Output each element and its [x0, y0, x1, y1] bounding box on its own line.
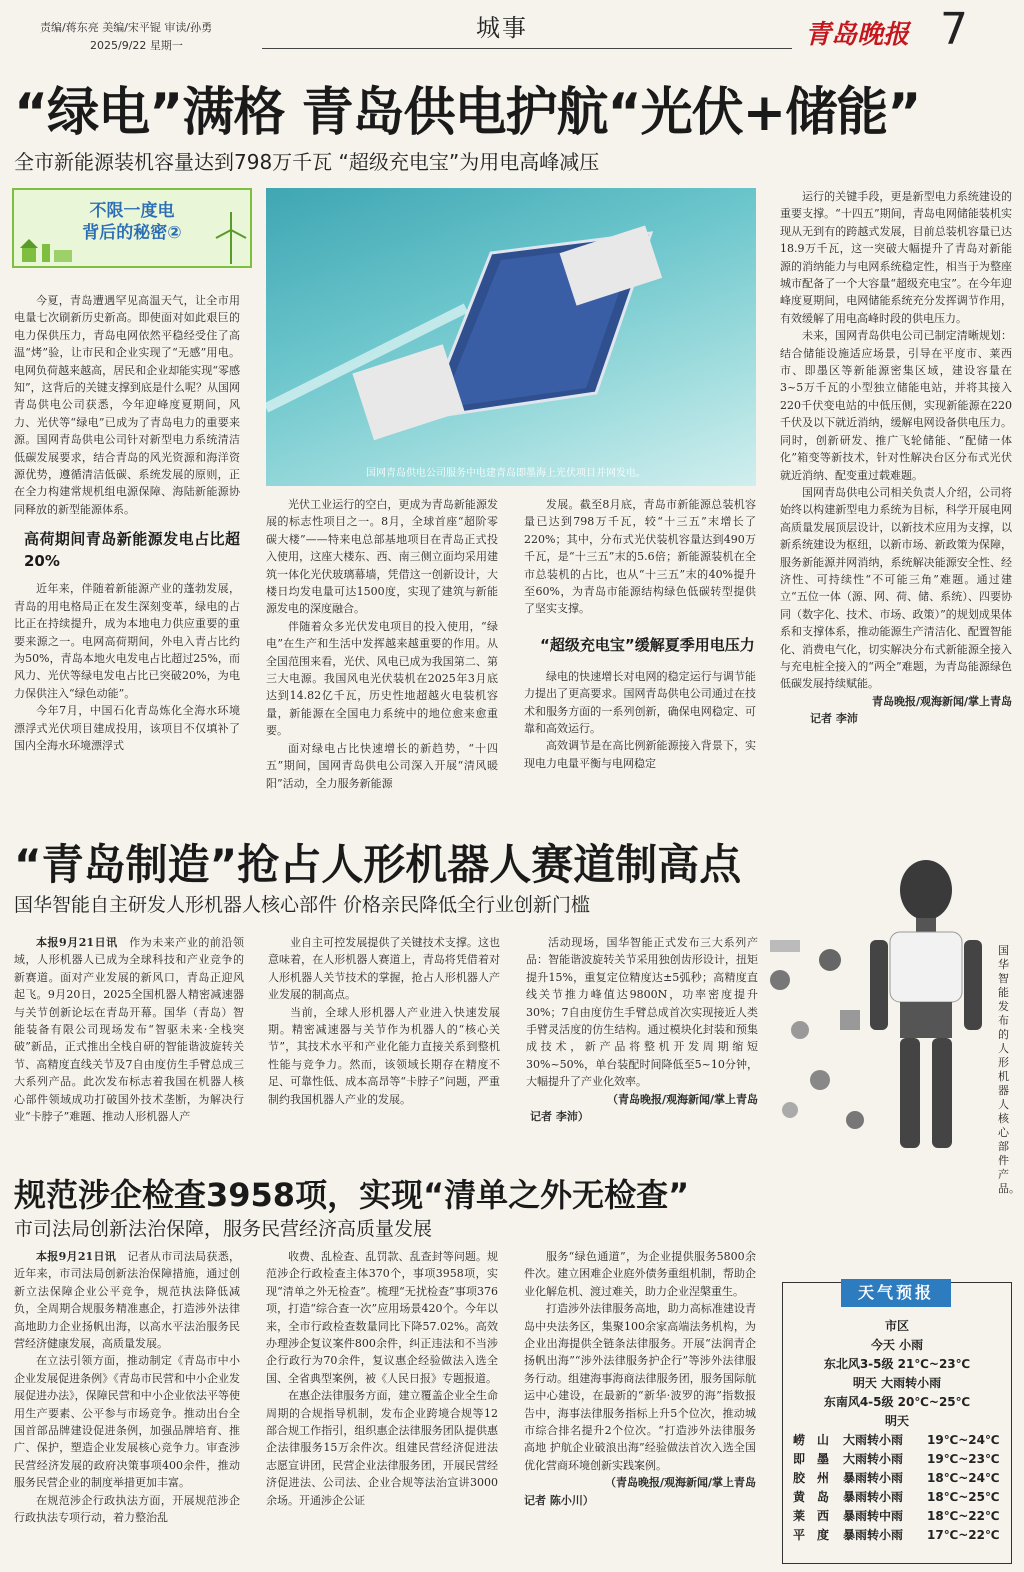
- badge-line-2: 背后的秘密②: [82, 223, 182, 243]
- district-condition: 大雨转小雨: [843, 1433, 904, 1447]
- story1-col1-paragraph-2: 近年来，伴随着新能源产业的蓬勃发展，青岛的用电格局正在发生深刻变革，绿电的占比正在持续提升，成为本地电力供应重要的重要来源之一。电网高荷期间，外电入青占比约为50%，青岛本地火电发电占比超过25%，而风力、光伏等绿电发电占比已突破20%，为电力保供注入“绿色动能”。: [14, 582, 240, 700]
- story1-reporter: 记者 李沛: [810, 712, 858, 726]
- story1-col3-paragraph-3: 高效调节是在高比例新能源接入背景下，实现电力电量平衡与电网稳定: [524, 739, 756, 770]
- story2-headline: “青岛制造”抢占人形机器人赛道制高点: [14, 840, 742, 889]
- district-name: 即 墨: [793, 1452, 830, 1466]
- district-name: 黄 岛: [793, 1490, 830, 1504]
- district-temp: 18℃~25℃: [927, 1490, 1000, 1504]
- district-condition: 暴雨转中雨: [843, 1509, 904, 1523]
- weather-tomorrow-wind: 东南风4-5级 20℃~25℃: [823, 1395, 971, 1409]
- section-title: 城事: [476, 14, 528, 42]
- weather-district-row: [783, 1469, 1011, 1488]
- weather-box: [782, 1282, 1012, 1564]
- story1-col3-paragraph-1: 发展。截至8月底，青岛市新能源总装机容量已达到798万千瓦，较“十三五”末增长了220%；其中，分布式光伏装机容量达到490万千瓦，是“十三五”末的5.6倍；新能源装机在全市总装机的占比，也从“十三五”末的40%提升至60%，为青岛市能源结构绿色低碳转型提供了坚实支撑。: [524, 498, 756, 616]
- story3-col2-paragraph-1: 收费、乱检查、乱罚款、乱查封等问题。规范涉企行政检查主体370个，事项3958项，实现“清单之外无检查”。梳理“无扰检查”事项376项，打造“综合查一次”应用场景420个。今年以来，全市行政检查数量同比下降57.02%。高效办理涉企复议案件800余件，纠正违法和不当涉企行政行为70余件，复议惠企经验做法入选全国、全省典型案例，被《人民日报》专题报道。: [266, 1250, 498, 1385]
- header-rule: [262, 48, 792, 49]
- story1-col2-paragraph-2: 伴随着众多光伏发电项目的投入使用，“绿电”在生产和生活中发挥越来越重要的作用。从全国范围来看，光伏、风电已成为我国第二、第三大电源。我国风电光伏装机在2025年3月底达到14.82亿千瓦，历史性地超越火电装机容量，新能源在全国电力系统中的地位愈来愈重要。: [266, 619, 498, 738]
- district-condition: 暴雨转小雨: [843, 1490, 904, 1504]
- story1-column-3: [524, 496, 756, 820]
- series-badge: [12, 188, 252, 268]
- story1-col2-paragraph-1: 光伏工业运行的空白，更成为青岛新能源发展的标志性项目之一。8月，全球首座“超阶零碳大楼”——特来电总部基地项目在青岛正式投入使用，这座大楼东、西、南三侧立面均采用建筑一体化光伏玻璃幕墙，凭借这一创新设计，大楼日均发电量可达1500度，实现了建筑与新能源发电的深度融合。: [266, 498, 498, 616]
- weather-today-wind: 东北风3-5级 21℃~23℃: [823, 1357, 971, 1371]
- robot-caption: 国华智能发布的人形机器人核心部件产品。: [998, 944, 1020, 1195]
- district-name: 平 度: [793, 1528, 830, 1542]
- weather-district-row: [783, 1507, 1011, 1526]
- weather-city-label: 市区: [884, 1319, 909, 1333]
- district-temp: 19℃~24℃: [927, 1433, 1000, 1447]
- district-condition: 暴雨转小雨: [843, 1471, 904, 1485]
- story1-column-2: [266, 496, 498, 820]
- weather-district-row: [783, 1488, 1011, 1507]
- story3-col1-paragraph-1: 记者从市司法局获悉，近年来，市司法局创新法治保障措施，通过创新立法保障企业公平竞争，规范执法降低减负，全周期合规服务精准惠企，打造涉外法律高地助力企业扬帆出海，以高水平法治服务民营经济健康发展，高质量发展。: [14, 1250, 240, 1351]
- district-temp: 19℃~23℃: [927, 1452, 1000, 1466]
- page-number: 7: [940, 4, 968, 55]
- story3-subhead: 市司法局创新法治保障，服务民营经济高质量发展: [14, 1218, 433, 1240]
- district-condition: 大雨转小雨: [843, 1452, 904, 1466]
- weather-district-row: [783, 1431, 1011, 1450]
- weather-district-row: [783, 1450, 1011, 1469]
- floating-solar-illustration: [266, 188, 756, 486]
- story2-column-2: [268, 934, 500, 1162]
- district-name: 崂 山: [793, 1433, 830, 1447]
- story1-col1-paragraph-1: 今夏，青岛遭遇罕见高温天气，让全市用电量七次刷新历史新高。即使面对如此艰巨的电力保供压力，青岛电网依然平稳经受住了高温“烤”验，让市民和企业实现了“无感”用电。电网负荷越来越高，居民和企业却能实现“零感知”，这背后的关键支撑到底是什么呢？从国网青岛供电公司获悉，今年迎峰度夏期间，风力、光伏等“绿电”已成为了青岛电力的重要来源。国网青岛供电公司针对新型电力系统清洁低碳发展要求，结合青岛的风光资源和海洋资源优势，遵循清洁低碳、系统发展的原则，正在全力构建常规机组电源保障、海陆新能源协同释放的新型能源体系。: [14, 294, 240, 516]
- story3-column-2: [266, 1248, 498, 1564]
- weather-district-row: [783, 1526, 1011, 1545]
- story1-col3-paragraph-2: 绿电的快速增长对电网的稳定运行与调节能力提出了更高要求。国网青岛供电公司通过在技术和服务方面的一系列创新，确保电网稳定、可靠和高效运行。: [524, 669, 756, 736]
- story3-headline: 规范涉企检查3958项，实现“清单之外无检查”: [14, 1176, 690, 1214]
- story1-column-4: [780, 188, 1012, 828]
- district-temp: 18℃~22℃: [927, 1509, 1000, 1523]
- story2-col2-paragraph-1: 业自主可控发展提供了关键技术支撑。这也意味着，在人形机器人赛道上，青岛将凭借着对人形机器人关节技术的掌握，抢占人形机器人产业发展的制高点。: [268, 936, 500, 1002]
- story3-col1-paragraph-3: 在规范涉企行政执法方面，开展规范涉企行政执法专项行动，着力整治乱: [14, 1493, 240, 1525]
- story2-dateline: 本报9月21日讯: [36, 936, 118, 949]
- badge-line-1: 不限一度电: [89, 201, 175, 221]
- story2-reporter: 记者 李沛）: [530, 1110, 589, 1124]
- story3-col3-paragraph-1: 服务“绿色通道”，为企业提供服务5800余件次。建立困难企业庭外债务重组机制，帮助企业化解危机、渡过难关，助力企业涅槃重生。: [524, 1250, 756, 1298]
- issue-date: 2025/9/22 星期一: [90, 39, 183, 52]
- newspaper-brand: 青岛晚报: [805, 20, 910, 50]
- story3-col2-paragraph-2: 在惠企法律服务方面，建立覆盖企业全生命周期的合规指导机制，发布企业跨境合规等12部合规工作指引，组织惠企法律服务团队提供惠企法律服务15万余件次。组建民营经济促进法志愿宣讲团，民营企业法律服务团，开展民营经济促进法、公司法、企业合规等法治宣讲3000余场。开通涉企公证: [266, 1389, 498, 1507]
- district-name: 莱 西: [793, 1509, 830, 1523]
- district-condition: 暴雨转小雨: [843, 1528, 904, 1542]
- weather-tomorrow-label: 明天: [884, 1414, 909, 1428]
- story2-subhead: 国华智能自主研发人形机器人核心部件 价格亲民降低全行业创新门槛: [14, 894, 591, 916]
- story2-column-1: [14, 934, 244, 1162]
- district-temp: 18℃~24℃: [927, 1471, 1000, 1485]
- weather-tomorrow: 明天 大雨转小雨: [852, 1376, 942, 1390]
- weather-title: 天气预报: [841, 1279, 951, 1307]
- story3-column-1: [14, 1248, 240, 1564]
- weather-today: 今天 小雨: [870, 1338, 924, 1352]
- story3-dateline: 本报9月21日讯: [36, 1250, 117, 1263]
- story3-col3-paragraph-2: 打造涉外法律服务高地，助力高标准建设青岛中央法务区，集聚100余家高端法务机构，为企业出海提供全链条法律服务。开展“法润青企 扬帆出海”“涉外法律服务护企行”等涉外法律服务行动。组建海事海商法律服务团，服务国际航运中心建设，在最新的“新华·波罗的海”指数报告中，海事法律服务指标上升5个位次，推动城市综合排名提升2个位次。“打造涉外法律服务高地 护航企业破浪出海”经验做法首次入选全国优化营商环境创新实践案例。: [524, 1302, 756, 1472]
- story1-col2-paragraph-3: 面对绿电占比快速增长的新趋势，“十四五”期间，国网青岛供电公司深入开展“清风暖阳”活动，全力服务新能源: [266, 741, 498, 790]
- story3-column-3: [524, 1248, 756, 1564]
- story2-col2-paragraph-2: 当前，全球人形机器人产业进入快速发展期。精密减速器与关节作为机器人的“核心关节”，其技术水平和产业化能力直接关系到整机性能与竞争力。然而，该领域长期存在精度不足、可靠性低、成本高昂等“卡脖子”问题，严重制约我国机器人产业的发展。: [268, 1005, 500, 1106]
- house-icon: [20, 236, 80, 264]
- story1-column-1: [14, 292, 240, 812]
- story3-reporter: 记者 陈小川）: [524, 1493, 594, 1507]
- story1-byline: 青岛晚报/观海新闻/掌上青岛: [871, 694, 1012, 708]
- story1-subtitle-1: 高荷期间青岛新能源发电占比超20%: [24, 530, 240, 571]
- district-name: 胶 州: [793, 1471, 830, 1485]
- story3-byline: （青岛晚报/观海新闻/掌上青岛: [604, 1476, 756, 1490]
- story1-col4-paragraph-3: 国网青岛供电公司相关负责人介绍，公司将始终以构建新型电力系统为目标，科学开展电网高质量发展顶层设计，以新技术应用为支撑，以新系统建设为枢纽，以新市场、新政策为保障，服务新能源并网消纳，系统解决能源安全性、经济性、可持续性“不可能三角”难题。通过建立“五位一体（源、网、荷、储、系统）、四要协同（数字化、技术、市场、政策）”的规划成果体系和支撑体系，推动能源生产清洁化、配置智能化、消费电气化，切实解决分布式新能源全接入与充电桩全接入的“两全”难题，为青岛能源绿色低碳发展持续赋能。: [780, 485, 1012, 691]
- humanoid-robot-image: [760, 860, 996, 1170]
- story2-byline: （青岛晚报/观海新闻/掌上青岛: [606, 1092, 758, 1106]
- story2-col1-paragraph-1: 作为未来产业的前沿领域，人形机器人已成为全球科技和产业竞争的新赛道。面对产业发展的新风口，青岛正迎风起飞。9月20日，2025全国机器人精密减速器与关节创新论坛在青岛开幕。国华（青岛）智能装备有限公司现场发布“智驱未来·全栈突破”新品，正式推出全栈自研的智能谐波旋转关节、高精度直线关节及7自由度仿生手臂总成三大系列产品。此次发布标志着我国在机器人核心部件领域成功打破国外技术垄断，为解决行业“卡脖子”难题、推动人形机器人产: [14, 936, 244, 1124]
- photo-caption: 国网青岛供电公司服务中电建青岛即墨海上光伏项目并网发电。: [366, 468, 646, 479]
- story3-col1-paragraph-2: 在立法引领方面，推动制定《青岛市中小企业发展促进条例》《青岛市民营和中小企业发展促进办法》，保障民营和中小企业依法平等使用生产要素、公平参与市场竞争。推动出台全国首部品牌建设促进条例，加强品牌培育、推广、保护，塑造企业发展核心竞争力。审查涉民营经济发展的政府决策事项400余件，推动服务民营企业的制度举措更加丰富。: [14, 1354, 240, 1490]
- wind-turbine-icon: [214, 210, 248, 264]
- story1-col1-paragraph-3: 今年7月，中国石化青岛炼化全海水环境漂浮式光伏项目建成投用，该项目不仅填补了国内全海水环境漂浮式: [14, 704, 240, 752]
- solar-platform-photo: [266, 188, 756, 486]
- story2-column-3: [526, 934, 758, 1162]
- story2-col3-paragraph-1: 活动现场，国华智能正式发布三大系列产品：智能谐波旋转关节采用独创齿形设计，扭矩提升15%，重复定位精度达±5弧秒；高精度直线关节推力峰值达9800N，功率密度提升30%；7自由度仿生手臂总成首次实现接近人类手臂灵活度的仿生结构。通过模块化封装和预集成技术，新产品将整机开发周期缩短30%~50%，单台装配时间降低至5~10分钟，大幅提升了产业化效率。: [526, 936, 758, 1089]
- story1-subtitle-2: “超级充电宝”缓解夏季用电压力: [540, 635, 755, 654]
- story1-subhead: 全市新能源装机容量达到798万千瓦 “超级充电宝”为用电高峰减压: [14, 150, 600, 174]
- district-temp: 17℃~22℃: [927, 1528, 1000, 1542]
- staff-credits: 责编/蒋东亮 美编/宋平锟 审读/孙勇: [40, 21, 213, 34]
- story1-headline: “绿电”满格 青岛供电护航“光伏+储能”: [14, 83, 921, 143]
- story1-col4-paragraph-2: 未来，国网青岛供电公司已制定清晰规划：结合储能设施适应场景，引导在平度市、莱西市、即墨区等新能源密集区域，建设容量在3~5万千瓦的小型独立储能电站，并将其接入220千伏变电站的中低压侧，实现新能源在220千伏及以下就近消纳，缓解电网设备供电压力。同时，创新研发、推广飞轮储能、“配储一体化”箱变等新技术，针对性解决台区分布式光伏就近消纳、配变重过载难题。: [780, 329, 1012, 482]
- story1-col4-paragraph-1: 运行的关键手段，更是新型电力系统建设的重要支撑。“十四五”期间，青岛电网储能装机实现从无到有的跨越式发展，目前总装机容量已达18.9万千瓦，这一突破大幅提升了青岛对新能源的消纳能力与电网系统稳定性，相当于为整座城市配备了一个大容量“超级充电宝”。在今年迎峰度夏期间，电网储能系统充分发挥调节作用，有效缓解了用电高峰时段的供电压力。: [780, 190, 1012, 325]
